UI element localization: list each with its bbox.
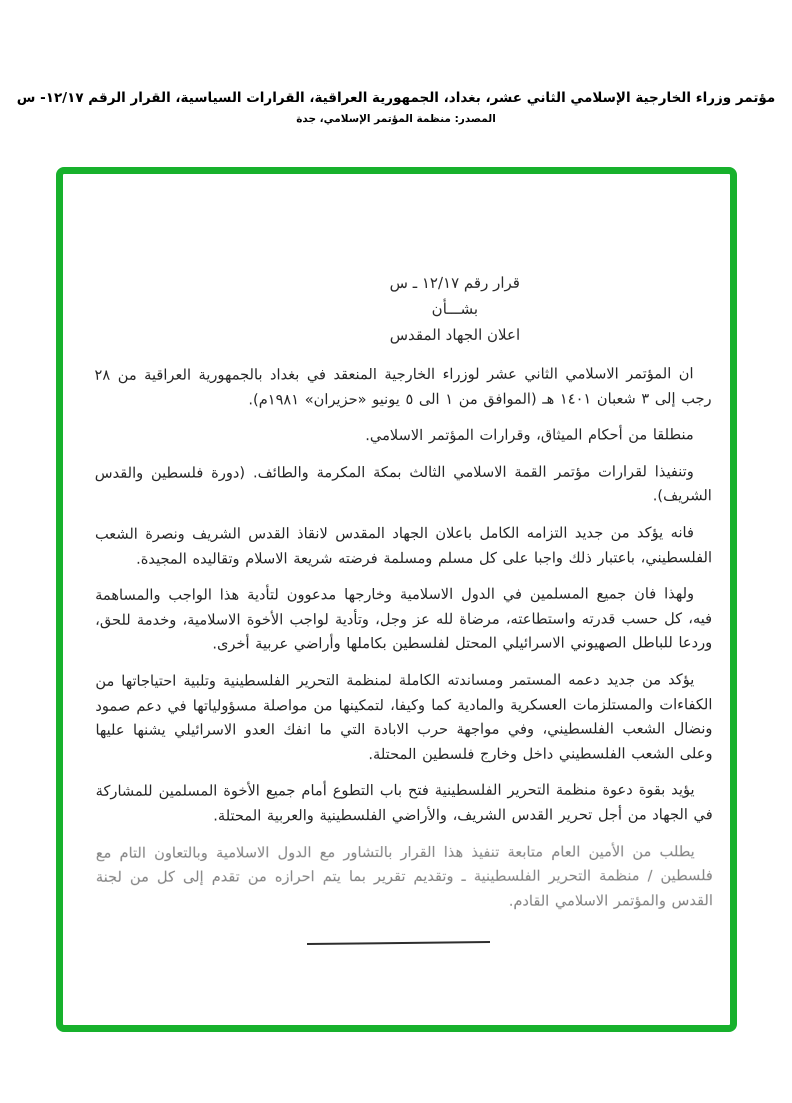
document-paragraph: وتنفيذا لقرارات مؤتمر القمة الاسلامي الثالث بمكة المكرمة والطائف. (دورة فلسطين والقدس الشريف). [94, 463, 712, 505]
document-paragraph: منطلقا من أحكام الميثاق، وقرارات المؤتمر الاسلامي. [365, 426, 694, 445]
scanned-document [94, 173, 713, 945]
scan-frame [56, 167, 737, 1032]
document-paragraph: فانه يؤكد من جديد التزامه الكامل باعلان الجهاد المقدس لانقاذ القدس الشريف ونصرة الشعب الفلسطيني، باعتبار ذلك واجبا على كل مسلم ومسلمة فرضته شريعة الاسلام وتقاليده المجيدة. [94, 524, 713, 568]
resolution-regarding: بشـــأن [431, 299, 479, 318]
header-source: المصدر: منظمة المؤتمر الإسلامي، جدة [296, 113, 496, 125]
document-paragraph: يطلب من الأمين العام متابعة تنفيذ هذا القرار بالتشاور مع الدول الاسلامية وبالتعاون التام مع فلسطين / منظمة التحرير الفلسطينية ـ وتقديم تقرير بما يتم احرازه من تقدم إلى كل من لجنة القدس والمؤتمر الاسلامي القادم. [95, 842, 713, 910]
resolution-title [146, 269, 763, 349]
document-paragraph: يؤكد من جديد دعمه المستمر ومساندته الكاملة لمنظمة التحرير الفلسطينية وتلبية احتياجاتها من الكفاءات والمستلزمات العسكرية والمادية كما وكيفا، لتمكينها من مواصلة مسؤولياتها في دعم صمود ونضال الشعب الفلسطيني، وفي مواجهة حرب الابادة التي ما انفك العدو الاسرائيلي يشنها عليها وعلى الشعب الفلسطيني داخل وخارج فلسطين المحتلة. [95, 671, 713, 763]
header-title: مؤتمر وزراء الخارجية الإسلامي الثاني عشر، بغداد، الجمهورية العراقية، القرارات السياسية، القرار الرقم ١٢/١٧- س [16, 90, 776, 106]
document-paragraph: يؤيد بقوة دعوة منظمة التحرير الفلسطينية فتح باب التطوع أمام جميع الأخوة المسلمين للمشاركة في الجهاد من أجل تحرير القدس الشريف، والأراضي الفلسطينية والعربية المحتلة. [95, 781, 713, 825]
resolution-subject: اعلان الجهاد المقدس [389, 325, 521, 345]
resolution-number: قرار رقم ١٢/١٧ ـ س [389, 273, 520, 293]
document-header [0, 90, 792, 125]
document-paragraph: ولهذا فان جميع المسلمين في الدول الاسلامية وخارجها مدعوون لتأدية هذا الواجب والمساهمة فيه، كل حسب قدرته واستطاعته، مرضاة لله عز وجل، وتأدية لواجب الأخوة الاسلامية، وخدمة للحق، وردعا للباطل الصهيوني الاسرائيلي المحتل لفلسطين بكاملها وأراضي عربية أخرى. [95, 585, 713, 653]
signature-line [307, 941, 490, 945]
document-paragraph: ان المؤتمر الاسلامي الثاني عشر لوزراء الخارجية المنعقد في بغداد بالجمهورية العراقية من ٢٨ رجب إلى ٣ شعبان ١٤٠١ هـ (الموافق من ١ الى ٥ يونيو «حزيران» ١٩٨١م). [94, 365, 712, 408]
